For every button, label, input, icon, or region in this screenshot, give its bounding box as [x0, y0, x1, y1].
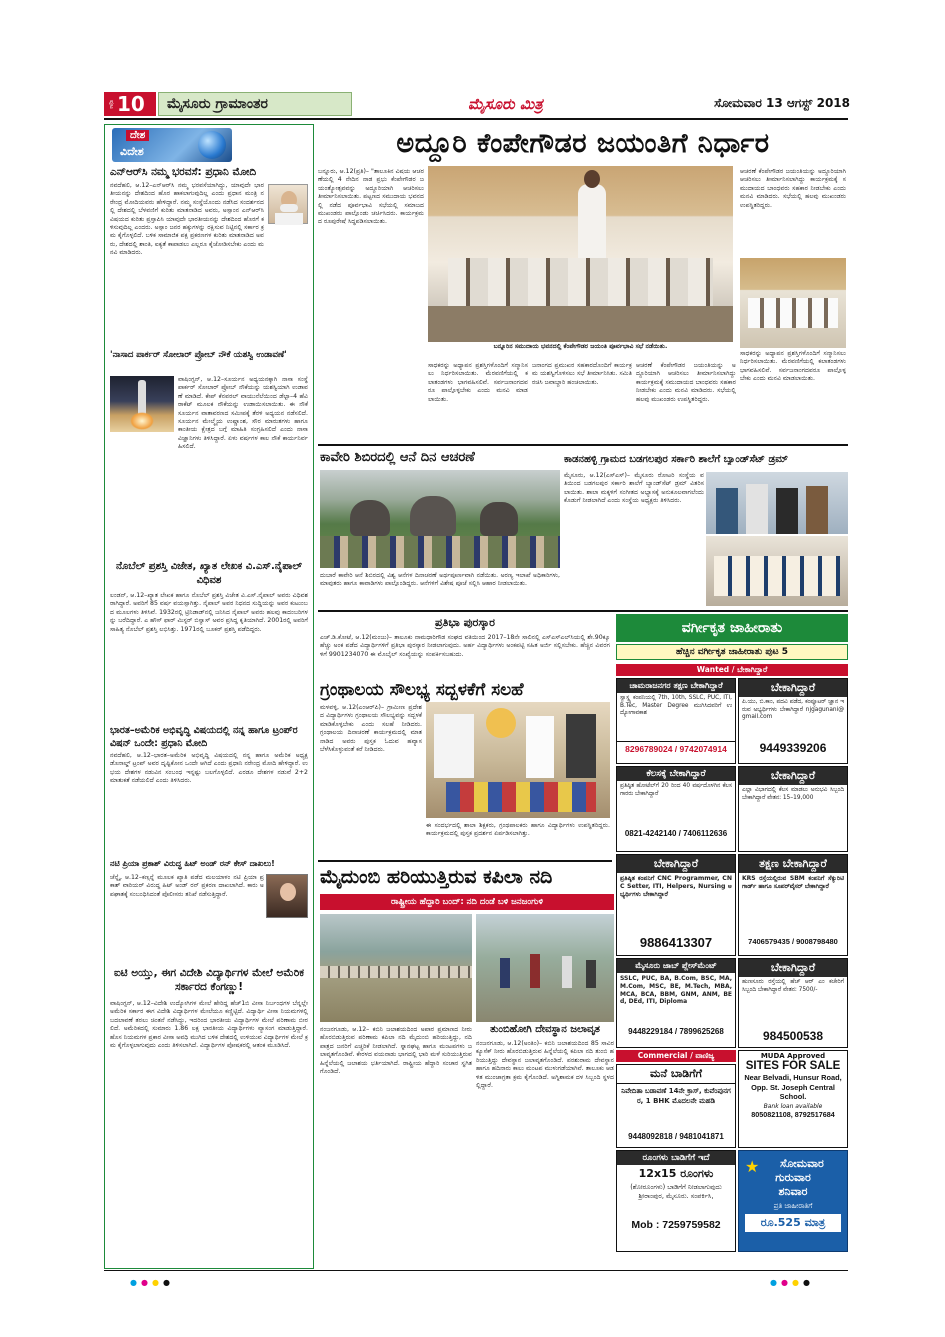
issue-date: ಸೋಮವಾರ 13 ಆಗಸ್ಟ್ 2018 — [714, 96, 850, 110]
ad8-phone[interactable]: 984500538 — [739, 1029, 847, 1043]
kaveri-body: ದುಬಾರೆ ಕಾವೇರಿ ಆನೆ ಶಿಬಿರದಲ್ಲಿ ವಿಶ್ವ ಆನೆಗಳ ದಿನಾಚರಣೆ ಅರ್ಥಪೂರ್ಣವಾಗಿ ನಡೆಯಿತು. ಅರಣ್ಯ ಇಲಾಖೆ ಅಧಿಕಾರಿಗಳು, ಮಾವುತರು ಹಾಗೂ ಕಾವಾಡಿಗಳು ಪಾಲ್ಗೊಂಡಿದ್ದರು. ಆನೆಗಳಿಗೆ ವಿಶೇಷ ಪೂಜೆ ಸಲ್ಲಿಸಿ ಆಹಾರ ನೀಡಲಾಯಿತು. — [320, 572, 560, 588]
kaveri-headline: ಕಾವೇರಿ ಶಿಬಿರದಲ್ಲಿ ಆನೆ ದಿನ ಆಚರಣೆ — [320, 450, 475, 465]
promo-day1: ಸೋಮವಾರ — [780, 1157, 824, 1170]
ad-house-rent — [616, 1064, 736, 1148]
ad2-body: ಪಿ.ಯು, ಬಿ.ಕಾಂ, ಪದವಿ ಪಡೆದ, ಕಂಪ್ಯೂಟರ್ ಜ್ಞಾನ ಇರುವ ಅಭ್ಯರ್ಥಿಗಳು ಬೇಕಾಗಿದ್ದಾರೆ njgagunani@gmail.com — [742, 699, 844, 721]
ad-job-placement — [616, 958, 736, 1048]
ad10-title: SITES FOR SALE — [745, 1060, 841, 1072]
lead-col4-bottom: ಸಾಧಕರನ್ನು ಅಧ್ಯಾಪನ ಪ್ರಶಸ್ತಿಗಳೊಂದಿಗೆ ಸನ್ಮಾನಿಸಲು ನಿರ್ಧರಿಸಲಾಯಿತು. ಮೆರವಣಿಗೆಯಲ್ಲಿ ಕಲಾತಂಡಗಳು ಭಾಗವಹಿಸಲಿವೆ. ಸರ್ವಜನಾಂಗದವರೂ ಪಾಲ್ಗೊಳ್ಳಬೇಕು ಎಂದು ಮನವಿ ಮಾಡಲಾಯಿತು. — [740, 350, 846, 383]
ad5-phone[interactable]: 9886413307 — [617, 935, 735, 950]
school-body: ಮೈಸೂರು, ಆ.12(ಎಸ್‌ಎಸ್)– ಮೈಸೂರು ರೋಟರಿ ಸಂಸ್ಥೆಯ ವತಿಯಿಂದ ಬಡಗಲಪುರ ಸರ್ಕಾರಿ ಶಾಲೆಗೆ ಬ್ಯಾಂಡ್‌ಸೆಟ್ ಡ್ರಮ್ ವಿತರಿಸಲಾಯಿತು. ಶಾಲಾ ಮಕ್ಕಳಿಗೆ ಸಂಗೀತದ ಅಭ್ಯಾಸಕ್ಕೆ ಅನುಕೂಲವಾಗಲೆಂದು ಕೊಡುಗೆ ನೀಡಲಾಗಿದೆ ಎಂದು ಸಂಸ್ಥೆಯ ಅಧ್ಯಕ್ಷರು ತಿಳಿಸಿದರು. — [564, 472, 704, 505]
pratibha-body: ಎಚ್.ಡಿ.ಕೋಟೆ, ಆ.12(ಮಂಜು)– ತಾಲೂಕು ನಾಮಧಾರಿಗೌಡ ಸಂಘದ ವತಿಯಿಂದ 2017–18ನೇ ಸಾಲಿನಲ್ಲಿ ಎಸ್‌ಎಸ್‌ಎಲ್‌ಸಿಯಲ್ಲಿ ಶೇ.90ಕ್ಕೂ ಹೆಚ್ಚು ಅಂಕ ಪಡೆದ ವಿದ್ಯಾರ್ಥಿಗಳಿಗೆ ಪ್ರತಿಭಾ ಪುರಸ್ಕಾರ ನೀಡಲಾಗುವುದು. ಅರ್ಹ ವಿದ್ಯಾರ್ಥಿಗಳು ಅಂಕಪಟ್ಟಿ ಸಹಿತ ಅರ್ಜಿ ಸಲ್ಲಿಸಬೇಕು. ಹೆಚ್ಚಿನ ವಿವರಗಳಿಗೆ 9901234070 ಈ ಮೊಬೈಲ್ ಸಂಖ್ಯೆಯನ್ನು ಸಂಪರ್ಕಿಸಬಹುದು. — [320, 634, 610, 658]
page-number: 10 — [117, 92, 145, 116]
promo-sub: ಪ್ರತಿ ಜಾಹೀರಾತಿಗೆ — [773, 1202, 813, 1210]
lead-col4: ಆಚರಣೆ ಕೆಂಪೇಗೌಡರ ಜಯಂತಿಯನ್ನು ಅದ್ದೂರಿಯಾಗಿ ಆಚರಿಸಲು ತೀರ್ಮಾನಿಸಲಾಗಿದ್ದು ಕಾರ್ಯಕ್ರಮಕ್ಕೆ ಸಮುದಾಯದ ಬಾಂಧವರು ಸಹಕಾರ ನೀಡಬೇಕು ಎಂದು ಮನವಿ ಮಾಡಿದರು. ಸಭೆಯಲ್ಲಿ ಹಲವು ಮುಖಂಡರು ಉಪಸ್ಥಿತರಿದ್ದರು. — [740, 168, 846, 209]
section-title-bar — [158, 92, 352, 116]
story4-title: ಭಾರತ–ಅಮೆರಿಕ ಅಭಿವೃದ್ಧಿ ವಿಷಯದಲ್ಲಿ ನನ್ನ ಹಾಗೂ ಟ್ರಂಪ್‌ರ ವಿಷನ್ ಒಂದೇ: ಪ್ರಧಾನಿ ಮೋದಿ — [110, 725, 298, 749]
ad6-body: KRS ರಸ್ತೆಯಲ್ಲಿರುವ SBM ಕಂಪನಿಗೆ ಸೆಕ್ಯುರಿಟಿ ಗಾರ್ಡ್ ಹಾಗೂ ಸೂಪರ್‌ವೈಸರ್ ಬೇಕಾಗಿದ್ದಾರೆ — [742, 875, 844, 890]
story2-title: 'ನಾಸಾದ ಪಾರ್ಕರ್ ಸೋಲಾರ್ ಪ್ರೋಬ್ ನೌಕೆ ಯಶಸ್ವಿ ಉಡಾವಣೆ' — [110, 350, 287, 360]
ad-cnc-programmer — [616, 854, 736, 956]
pratibha-headline: ಪ್ರತಿಭಾ ಪುರಸ್ಕಾರ — [435, 616, 495, 629]
library-event-photo — [426, 702, 610, 818]
flooded-temple-photo — [320, 914, 472, 1022]
ad1-phone[interactable]: 8296789024 / 9742074914 — [617, 741, 735, 754]
classified-subtitle-bar — [616, 644, 848, 660]
footer-rule — [104, 1270, 848, 1271]
ad10-note: Bank loan available — [763, 1102, 823, 1110]
story6-title: ಐಟಿ ಅಯ್ತು, ಈಗ ವಿದೇಶಿ ವಿದ್ಯಾರ್ಥಿಗಳ ಮೇಲೆ ಅಮೆರಿಕ ಸರ್ಕಾರದ ಕೆಂಗಣ್ಣು! — [113, 967, 305, 993]
lead-bottom-rule — [318, 444, 848, 446]
story1-title: ಎನ್‌ಆರ್‌ಸಿ ನಮ್ಮ ಭರವಸೆ: ಪ್ರಧಾನಿ ಮೋದಿ — [110, 166, 257, 178]
lead-col3: ಜನಾಂಗದ ಪ್ರಮುಖರ ಸಹಕಾರದೊಂದಿಗೆ ಕಾರ್ಯಕ್ರಮ ಯಶಸ್ವಿಗೊಳಿಸಲು ಸಭೆ ತೀರ್ಮಾನಿಸಿತು. ಸಮಿತಿ ರಚಿಸಿ ಜವಾಬ್ದಾರಿ ಹಂಚಲಾಯಿತು. — [532, 362, 632, 386]
ad2-phone[interactable]: 9449339206 — [739, 741, 847, 755]
ad4-title: ಬೇಕಾಗಿದ್ದಾರೆ — [739, 767, 847, 785]
kapila-subhead-bar — [320, 894, 614, 910]
library-bottom-rule — [318, 860, 612, 862]
ad6-phone[interactable]: 7406579435 / 9008798480 — [739, 937, 847, 946]
commercial-label: Commercial / ವಾಣಿಜ್ಯ — [637, 1051, 715, 1060]
band-donation-photo — [706, 472, 848, 534]
header-rule — [104, 118, 848, 120]
ad9-phone[interactable]: 9448092818 / 9481041871 — [617, 1132, 735, 1141]
ad4-body: ಎಲ್ಲಾ ವಿಭಾಗದಲ್ಲಿ ಕೆಲಸ ಮಾಡಲು ಅನುಭವಿ ಸಿಬ್ಬಂದಿ ಬೇಕಾಗಿದ್ದಾರೆ ವೇತನ: 15–19,000 — [742, 787, 844, 801]
lead-headline: ಅದ್ದೂರಿ ಕೆಂಪೇಗೌಡರ ಜಯಂತಿಗೆ ನಿರ್ಧಾರ — [396, 128, 770, 159]
ad1-title: ಚಾಮರಾಜನಗರ ತಕ್ಷಣ ಬೇಕಾಗಿದ್ದಾರೆ — [617, 679, 735, 693]
ad-hrm-office — [738, 958, 848, 1048]
story5-body: ಚೆನ್ನೈ, ಆ.12–ಕಣ್ಸನ್ನೆ ಮೂಲಕ ಖ್ಯಾತಿ ಪಡೆದ ಮಲಯಾಳಂ ನಟಿ ಪ್ರಿಯಾ ಪ್ರಕಾಶ್ ವಾರಿಯರ್ ವಿರುದ್ಧ ಹಿಟ್ ಅಂಡ್ ರನ್ ಪ್ರಕರಣ ದಾಖಲಾಗಿದೆ. ಕಾರು ಅಪಘಾತಕ್ಕೆ ಸಂಬಂಧಿಸಿದಂತೆ ಪೊಲೀಸರು ತನಿಖೆ ನಡೆಸುತ್ತಿದ್ದಾರೆ. — [110, 874, 264, 898]
desha-videsha-badge — [112, 128, 232, 162]
ad-hotel-staff — [616, 766, 736, 852]
rocket-launch-photo — [110, 376, 174, 432]
ad8-body: ಹುಣಸೂರು ರಸ್ತೆಯಲ್ಲಿ ಹೆಚ್ ಆರ್ ಎಂ ಕಚೇರಿಗೆ ಸಿಬ್ಬಂದಿ ಬೇಕಾಗಿದ್ದಾರೆ ವೇತನ: 7500/- — [742, 979, 844, 993]
ad6-title: ತಕ್ಷಣ ಬೇಕಾಗಿದ್ದಾರೆ — [739, 855, 847, 873]
classified-title: ವರ್ಗೀಕೃತ ಜಾಹೀರಾತು — [681, 620, 783, 636]
lead-meeting-photo — [428, 166, 733, 342]
story1-body: ನವದೆಹಲಿ, ಆ.12–ಎನ್‌ಆರ್‌ಸಿ ನಮ್ಮ ಭರವಸೆಯಾಗಿದ್ದು, ಯಾವುದೇ ಭಾರತೀಯನನ್ನು ದೇಶದಿಂದ ಹೊರ ಹಾಕಲಾಗುವುದಿಲ್ಲ ಎಂದು ಪ್ರಧಾನ ಮಂತ್ರಿ ನರೇಂದ್ರ ಮೋದಿಯವರು ಹೇಳಿದ್ದಾರೆ. ನಮ್ಮ ಸಂಸ್ಥೆಯೊಂದು ನಡೆಸಿದ ಸಂದರ್ಶನದಲ್ಲಿ ದೇಶದಲ್ಲಿ ಬೆಳವಣಿಗೆ ಕುರಿತು ಮಾತನಾಡಿದ ಅವರು, ಅಸ್ಸಾಂನ ಎನ್‌ಆರ್‌ಸಿ ವಿಷಯದ ಕುರಿತು ಪ್ರಸ್ತಾಪಿಸಿ ಯಾವುದೇ ಭಾರತೀಯನನ್ನು ದೇಶದಿಂದ ಹೊರಗೆ ಕಳಿಸುವುದಿಲ್ಲ ಎಂದರು. ಅಸ್ಸಾಂ ಜನರ ಹಕ್ಕುಗಳನ್ನು ರಕ್ಷಿಸುವ ನಿಟ್ಟಿನಲ್ಲಿ ಸರ್ಕಾರ ಕ್ರಮ ಕೈಗೊಳ್ಳಲಿದೆ. ಬಳಿಕ ಸಾಮಾಜಿಕ ಪಕ್ಷ ಪ್ರಕರಣಗಳ ಕುರಿತು ಮಾತನಾಡಿದ ಅವರು, ದೇಶದಲ್ಲಿ ಶಾಂತಿ, ಐಕ್ಯತೆ ಕಾಪಾಡಲು ಎಲ್ಲರೂ ಕೈಜೋಡಿಸಬೇಕು ಎಂದು ಮನವಿ ಮಾಡಿದರು. — [110, 182, 264, 257]
story6-body: ವಾಷಿಂಗ್ಟನ್, ಆ.12–ವಿದೇಶಿ ಉದ್ಯೋಗಿಗಳ ಮೇಲೆ ಹೇರಿದ್ದ ಹೆಚ್1ಬಿ ವೀಸಾ ನಿರ್ಬಂಧಗಳ ಬೆನ್ನಲ್ಲೇ ಅಮೆರಿಕ ಸರ್ಕಾರ ಈಗ ವಿದೇಶಿ ವಿದ್ಯಾರ್ಥಿಗಳ ಮೇಲೆಯೂ ಕಣ್ಣಿಟ್ಟಿದೆ. ವಿದ್ಯಾರ್ಥಿ ವೀಸಾ ನಿಯಮಗಳಲ್ಲಿ ಬದಲಾವಣೆ ತರಲು ಚಿಂತನೆ ನಡೆಸಿದ್ದು, ಇದರಿಂದ ಭಾರತೀಯ ವಿದ್ಯಾರ್ಥಿಗಳ ಮೇಲೆ ಪರಿಣಾಮ ಬೀರಲಿದೆ. ಅಮೆರಿಕದಲ್ಲಿ ಸುಮಾರು 1.86 ಲಕ್ಷ ಭಾರತೀಯ ವಿದ್ಯಾರ್ಥಿಗಳು ವ್ಯಾಸಂಗ ಮಾಡುತ್ತಿದ್ದಾರೆ. ಹೊಸ ನಿಯಮಗಳ ಪ್ರಕಾರ ವೀಸಾ ಅವಧಿ ಮುಗಿದ ಬಳಿಕ ದೇಶದಲ್ಲಿ ಉಳಿಯುವ ವಿದ್ಯಾರ್ಥಿಗಳ ಮೇಲೆ ಕ್ರಮ ಕೈಗೊಳ್ಳಲಾಗುವುದು ಎಂದು ತಿಳಿಸಲಾಗಿದೆ. ವಿದ್ಯಾರ್ಥಿಗಳ ಪೋಷಕರಲ್ಲಿ ಆತಂಕ ಮೂಡಿಸಿದೆ. — [110, 1000, 308, 1050]
flood-crowd-photo — [476, 914, 614, 1022]
lead-col4-top: ಆಚರಣೆ ಕೆಂಪೇಗೌಡರ ಜಯಂತಿಯನ್ನು ಅದ್ದೂರಿಯಾಗಿ ಆಚರಿಸಲು ತೀರ್ಮಾನಿಸಲಾಗಿದ್ದು ಕಾರ್ಯಕ್ರಮಕ್ಕೆ ಸಮುದಾಯದ ಬಾಂಧವರು ಸಹಕಾರ ನೀಡಬೇಕು ಎಂದು ಮನವಿ ಮಾಡಿದರು. ಸಭೆಯಲ್ಲಿ ಹಲವು ಮುಖಂಡರು ಉಪಸ್ಥಿತರಿದ್ದರು. — [636, 362, 736, 403]
globe-icon — [198, 131, 226, 159]
commercial-bar — [616, 1050, 736, 1062]
promo-day3: ಶನಿವಾರ — [778, 1185, 808, 1198]
band-students-photo — [706, 536, 848, 606]
ad7-title: ಮೈಸೂರು ಜಾಬ್ ಪ್ಲೇಸ್‌ಮೆಂಟ್ — [617, 959, 735, 973]
wanted-label: Wanted / ಬೇಕಾಗಿದ್ದಾರೆ — [696, 665, 768, 674]
badge-line1: ದೇಶ — [126, 130, 149, 141]
ad-security-guard — [738, 854, 848, 956]
promo-star-icon: ★ — [745, 1157, 760, 1176]
wanted-bar — [616, 664, 848, 676]
ad3-body: ಪ್ರತಿಷ್ಠಿತ ಹೋಟೆಲ್‌ಗೆ 20 ರಿಂದ 40 ವರ್ಷದೊಳಗಿನ ಕೆಲಸಗಾರರು ಬೇಕಾಗಿದ್ದಾರೆ — [620, 783, 732, 797]
elephant-camp-photo — [320, 470, 560, 568]
ad-wanted-4 — [738, 766, 848, 852]
kapila-headline: ಮೈದುಂಬಿ ಹರಿಯುತ್ತಿರುವ ಕಪಿಲಾ ನದಿ — [320, 866, 553, 888]
masthead-logo — [468, 92, 598, 116]
promo-day2: ಗುರುವಾರ — [775, 1171, 811, 1184]
ad10-label: MUDA Approved — [760, 1052, 826, 1060]
registration-dots-left: ●●●● — [130, 1278, 174, 1287]
ad3-phone[interactable]: 0821-4242140 / 7406112636 — [617, 829, 735, 838]
story3-body: ಲಂಡನ್, ಆ.12–ಖ್ಯಾತ ಲೇಖಕ ಹಾಗೂ ನೊಬೆಲ್ ಪ್ರಶಸ್ತಿ ವಿಜೇತ ವಿ.ಎಸ್.ನೈಪಾಲ್ ಅವರು ವಿಧಿವಶರಾಗಿದ್ದಾರೆ. ಅವರಿಗೆ 85 ವರ್ಷ ವಯಸ್ಸಾಗಿತ್ತು. ನೈಪಾಲ್ ಅವರ ನಿಧನದ ಸುದ್ದಿಯನ್ನು ಅವರ ಕುಟುಂಬದ ಮೂಲಗಳು ತಿಳಿಸಿವೆ. 1932ರಲ್ಲಿ ಟ್ರಿನಿಡಾಡ್‌ನಲ್ಲಿ ಜನಿಸಿದ ನೈಪಾಲ್ ಅವರು ಹಲವು ಕಾದಂಬರಿಗಳನ್ನು ಬರೆದಿದ್ದಾರೆ. ಎ ಹೌಸ್ ಫಾರ್ ಮಿಸ್ಟರ್ ಬಿಸ್ವಾಸ್ ಅವರ ಪ್ರಸಿದ್ಧ ಕೃತಿಯಾಗಿದೆ. 2001ರಲ್ಲಿ ಅವರಿಗೆ ಸಾಹಿತ್ಯ ನೊಬೆಲ್ ಪ್ರಶಸ್ತಿ ಲಭಿಸಿತ್ತು. 1971ರಲ್ಲಿ ಬೂಕರ್ ಪ್ರಶಸ್ತಿ ಪಡೆದಿದ್ದರು. — [110, 592, 308, 633]
library-body1: ಮಳವಳ್ಳಿ, ಆ.12(ಎಂಆರ್‌ಪಿ)– ಗ್ರಾಮೀಣ ಪ್ರದೇಶದ ವಿದ್ಯಾರ್ಥಿಗಳು ಗ್ರಂಥಾಲಯ ಸೌಲಭ್ಯವನ್ನು ಸದ್ಬಳಕೆ ಮಾಡಿಕೊಳ್ಳಬೇಕು ಎಂದು ಸಲಹೆ ನೀಡಿದರು. ಗ್ರಂಥಾಲಯ ದಿನಾಚರಣೆ ಕಾರ್ಯಕ್ರಮದಲ್ಲಿ ಮಾತನಾಡಿದ ಅವರು ಪುಸ್ತಕ ಓದುವ ಹವ್ಯಾಸ ಬೆಳೆಸಿಕೊಳ್ಳುವಂತೆ ಕರೆ ನೀಡಿದರು. — [320, 704, 422, 754]
school-bottom-rule — [318, 610, 848, 612]
registration-dots-right: ●●●● — [770, 1278, 814, 1287]
ad5-title: ಬೇಕಾಗಿದ್ದಾರೆ — [617, 855, 735, 873]
classified-title-bar — [616, 614, 848, 642]
ad11-title: ರೂಂಗಳು ಬಾಡಿಗೆಗೆ ಇದೆ — [617, 1151, 735, 1165]
story4-body: ನವದೆಹಲಿ, ಆ.12–ಭಾರತ–ಅಮೆರಿಕ ಅಭಿವೃದ್ಧಿ ವಿಷಯದಲ್ಲಿ ನನ್ನ ಹಾಗೂ ಅಮೆರಿಕ ಅಧ್ಯಕ್ಷ ಡೊನಾಲ್ಡ್ ಟ್ರಂಪ್ ಅವರ ದೃಷ್ಟಿಕೋನ ಒಂದೇ ಆಗಿದೆ ಎಂದು ಪ್ರಧಾನಿ ನರೇಂದ್ರ ಮೋದಿ ಹೇಳಿದ್ದಾರೆ. ಉಭಯ ದೇಶಗಳ ನಡುವಿನ ಸಂಬಂಧ ಇನ್ನಷ್ಟು ಬಲಗೊಳ್ಳಲಿದೆ. ಎರಡೂ ದೇಶಗಳ ನಡುವೆ 2+2 ಮಾತುಕತೆ ನಡೆಯಲಿದೆ ಎಂದು ತಿಳಿಸಿದರು. — [110, 752, 308, 785]
ad7-phone[interactable]: 9448229184 / 7899625268 — [617, 1027, 735, 1036]
paper-name: ಮೈಸೂರು ಮಿತ್ರ — [468, 95, 543, 113]
ad-rooms-rent — [616, 1150, 736, 1252]
ad-chamarajanagar — [616, 678, 736, 764]
page-label: ಪುಟ — [108, 99, 115, 109]
kapila-body3: ನಂಜನಗೂಡು, ಆ.12(ಅಂತಿಂ)– ಕಬಿನಿ ಜಲಾಶಯದಿಂದ 85 ಸಾವಿರ ಕ್ಯೂಸೆಕ್ ನೀರು ಹೊರಬಿಡುತ್ತಿರುವ ಹಿನ್ನೆಲೆಯಲ್ಲಿ ಕಪಿಲಾ ನದಿ ತುಂಬಿ ಹರಿಯುತ್ತಿದ್ದು ದೇವಸ್ಥಾನ ಜಲಾವೃತಗೊಂಡಿದೆ. ಪರಶುರಾಮ ದೇವಸ್ಥಾನ ಹಾಗೂ ಹದಿನಾರು ಕಾಲು ಮಂಟಪ ಮುಳುಗಡೆಯಾಗಿವೆ. ತಾಲೂಕು ಆಡಳಿತ ಮುಂಜಾಗ್ರತಾ ಕ್ರಮ ಕೈಗೊಂಡಿದೆ. ಅಗ್ನಿಶಾಮಕ ದಳ ಸಿಬ್ಬಂದಿ ಸ್ಥಳದಲ್ಲಿದ್ದಾರೆ. — [476, 1040, 614, 1090]
school-headline: ಕಾಡನಹಳ್ಳಿ ಗ್ರಾಮದ ಬಡಗಲಪುರ ಸರ್ಕಾರಿ ಶಾಲೆಗೆ ಬ್ಯಾಂಡ್‌ಸೆಟ್ ಡ್ರಮ್ — [564, 453, 789, 465]
lead-col2: ಸಾಧಕರನ್ನು ಅಧ್ಯಾಪನ ಪ್ರಶಸ್ತಿಗಳೊಂದಿಗೆ ಸನ್ಮಾನಿಸಲು ನಿರ್ಧರಿಸಲಾಯಿತು. ಮೆರವಣಿಗೆಯಲ್ಲಿ ಕಲಾತಂಡಗಳು ಭಾಗವಹಿಸಲಿವೆ. ಸರ್ವಜನಾಂಗದವರೂ ಪಾಲ್ಗೊಳ್ಳಬೇಕು ಎಂದು ಮನವಿ ಮಾಡಲಾಯಿತು. — [428, 362, 528, 403]
modi-photo — [268, 184, 308, 224]
kapila-side-title: ತುಂಬಿಹೋಗಿ ದೇವಸ್ಥಾನ ಜಲಾವೃತ — [490, 1024, 600, 1035]
library-body2: ಈ ಸಂದರ್ಭದಲ್ಲಿ ಶಾಲಾ ಶಿಕ್ಷಕರು, ಗ್ರಂಥಪಾಲಕರು ಹಾಗೂ ವಿದ್ಯಾರ್ಥಿಗಳು ಉಪಸ್ಥಿತರಿದ್ದರು. ಕಾರ್ಯಕ್ರಮದಲ್ಲಿ ಪುಸ್ತಕ ಪ್ರದರ್ಶನ ಏರ್ಪಡಿಸಲಾಗಿತ್ತು. — [426, 822, 610, 838]
ad8-title: ಬೇಕಾಗಿದ್ದಾರೆ — [739, 959, 847, 977]
ad5-body: ಪ್ರತಿಷ್ಠಿತ ಕಂಪನಿಗೆ CNC Programmer, CNC Setter, ITI, Helpers, Nursing ಅಭ್ಯರ್ಥಿಗಳು ಬೇಕಾಗಿದ್ದಾರೆ — [620, 875, 732, 898]
actress-photo — [266, 874, 308, 918]
section-title: ಮೈಸೂರು ಗ್ರಾಮಾಂತರ — [167, 96, 268, 112]
library-headline: ಗ್ರಂಥಾಲಯ ಸೌಲಭ್ಯ ಸದ್ಬಳಕೆಗೆ ಸಲಹೆ — [320, 680, 524, 700]
ad11-size: 12x15 ರೂಂಗಳು — [638, 1167, 714, 1180]
story5-title: ನಟಿ ಪ್ರಿಯಾ ಪ್ರಕಾಶ್ ವಿರುದ್ಧ ಹಿಟ್ ಅಂಡ್ ರನ್ ಕೇಸ್ ದಾಖಲು! — [110, 859, 275, 868]
page-number-badge — [104, 92, 156, 116]
school-headline-bar — [564, 450, 848, 468]
promo-box — [738, 1150, 848, 1252]
ad11-phone[interactable]: Mob : 7259759582 — [617, 1219, 735, 1231]
story2-body: ವಾಷಿಂಗ್ಟನ್, ಆ.12–ಸೂರ್ಯನ ಅಧ್ಯಯನಕ್ಕಾಗಿ ನಾಸಾ ಸಂಸ್ಥೆ ಪಾರ್ಕರ್ ಸೋಲಾರ್ ಪ್ರೋಬ್ ನೌಕೆಯನ್ನು ಯಶಸ್ವಿಯಾಗಿ ಉಡಾವಣೆ ಮಾಡಿದೆ. ಕೇಪ್ ಕೆನವರಲ್ ವಾಯುನೆಲೆಯಿಂದ ಡೆಲ್ಟಾ–4 ಹೆವಿ ರಾಕೆಟ್ ಮೂಲಕ ನೌಕೆಯನ್ನು ಉಡಾಯಿಸಲಾಯಿತು. ಈ ನೌಕೆ ಸೂರ್ಯನ ವಾತಾವರಣದ ಸಮೀಪಕ್ಕೆ ತೆರಳಿ ಅಧ್ಯಯನ ನಡೆಸಲಿದೆ. ಸೂರ್ಯನ ಮೇಲ್ಮೈಯ ಉಷ್ಣಾಂಶ, ಸೌರ ಮಾರುತಗಳು ಹಾಗೂ ಕಾಂತೀಯ ಕ್ಷೇತ್ರದ ಬಗ್ಗೆ ಮಾಹಿತಿ ಸಂಗ್ರಹಿಸಲಿದೆ ಎಂದು ನಾಸಾ ವಿಜ್ಞಾನಿಗಳು ತಿಳಿಸಿದ್ದಾರೆ. ಏಳು ವರ್ಷಗಳ ಕಾಲ ನೌಕೆ ಕಾರ್ಯನಿರ್ವಹಿಸಲಿದೆ. — [178, 376, 308, 451]
lead-side-photo — [740, 258, 846, 348]
ad11-body: (ಶೋರೂಂಗಳು) ಬಾಡಿಗೆಗೆ ನೀಡಲಾಗುವುದು ಶ್ರೀರಾಂಪುರ, ಮೈಸೂರು. ಸಂಪರ್ಕಿಸಿ, — [630, 1183, 722, 1200]
lead-caption: ಬನ್ನೂರಿನ ಸಮುದಾಯ ಭವನದಲ್ಲಿ ಕೆಂಪೇಗೌಡರ ಜಯಂತಿ ಪೂರ್ವಭಾವಿ ಸಭೆ ನಡೆಯಿತು. — [493, 343, 668, 350]
ad2-title: ಬೇಕಾಗಿದ್ದಾರೆ — [739, 679, 847, 697]
lead-headline-bar — [318, 124, 848, 164]
kapila-body1: ನಂಜನಗೂಡು, ಆ.12– ಕಬಿನಿ ಜಲಾಶಯದಿಂದ ಅಪಾರ ಪ್ರಮಾಣದ ನೀರು ಹೊರಬಿಡುತ್ತಿರುವ ಪರಿಣಾಮ ಕಪಿಲಾ ನದಿ ಮೈದುಂಬಿ ಹರಿಯುತ್ತಿದ್ದು, ನದಿ ಪಾತ್ರದ ಜನರಿಗೆ ಎಚ್ಚರಿಕೆ ನೀಡಲಾಗಿದೆ. ಸ್ನಾನಘಟ್ಟ ಹಾಗೂ ಮಂಟಪಗಳು ಜಲಾವೃತಗೊಂಡಿವೆ. ಕೇರಳದ ವಯನಾಡು ಭಾಗದಲ್ಲಿ ಭಾರಿ ಮಳೆ ಸುರಿಯುತ್ತಿರುವ ಹಿನ್ನೆಲೆಯಲ್ಲಿ ಜಲಾಶಯ ಭರ್ತಿಯಾಗಿದೆ. ರಾಷ್ಟ್ರೀಯ ಹೆದ್ದಾರಿ ಸಂಚಾರ ಸ್ಥಗಿತಗೊಂಡಿದೆ. — [320, 1026, 472, 1076]
ad-wanted-2 — [738, 678, 848, 764]
kapila-subhead: ರಾಷ್ಟ್ರೀಯ ಹೆದ್ದಾರಿ ಬಂದ್: ನದಿ ದಂಡೆ ಬಳಿ ಜನಜಂಗುಳಿ — [390, 897, 544, 907]
ad9-title: ಮನೆ ಬಾಡಿಗೆಗೆ — [617, 1065, 735, 1084]
ad10-phone[interactable]: 8050821108, 8792517684 — [739, 1110, 847, 1119]
classified-subtitle: ಹೆಚ್ಚಿನ ವರ್ಗೀಕೃತ ಜಾಹೀರಾತು ಪುಟ 5 — [676, 647, 788, 657]
promo-price: ರೂ.525 ಮಾತ್ರ — [745, 1214, 841, 1232]
ad7-body: SSLC, PUC, BA, B.Com, BSC, MA, M.Com, MSC, BE, M.Tech, MBA, MCA, BCA, BBM, GNM, ANM, BEd, DEd, ITI, Diploma — [620, 975, 732, 1006]
ad-sites-for-sale — [738, 1050, 848, 1148]
badge-line2: ವಿದೇಶ — [120, 145, 144, 158]
ad9-body: ನಿವೇದಿತಾ ಬಡಾವಣೆ 14ನೇ ಕ್ರಾಸ್, ಕುವೆಂಪುನಗರ, 1 BHK ಮೊದಲನೇ ಮಹಡಿ — [621, 1087, 731, 1105]
ad10-body: Near Belvadi, Hunsur Road, Opp. St. Joseph Central School. — [744, 1073, 842, 1102]
ad3-title: ಕೆಲಸಕ್ಕೆ ಬೇಕಾಗಿದ್ದಾರೆ — [617, 767, 735, 781]
ad1-body: ಸ್ವಾಸ್ಥ್ಯ ಕಂಪನಿಯಲ್ಲಿ 7th, 10th, SSLC, PUC, ITI, B.Tec, Master Degree ಮುಗಿಸಿದವರಿಗೆ ಉದ್ಯೋಗಾವಕಾಶ — [620, 695, 732, 717]
lead-col1: ಬನ್ನೂರು, ಆ.12(ಪ್ರತಿ)– "ತಾಲೂಕಿನ ವಿಷಯ ಆಚರಣೆಯಲ್ಲಿ 4 ನೇದಿನ ನಾಡ ಪ್ರಭು ಕೆಂಪೇಗೌಡರ ಜಯಂತ್ಯೋತ್ಸವವನ್ನು ಅದ್ದೂರಿಯಾಗಿ ಆಚರಿಸಲು ತೀರ್ಮಾನಿಸಲಾಯಿತು. ಪಟ್ಟಣದ ಸಮುದಾಯ ಭವನದಲ್ಲಿ ನಡೆದ ಪೂರ್ವಭಾವಿ ಸಭೆಯಲ್ಲಿ ಸಮಾಜದ ಮುಖಂಡರು ಪಾಲ್ಗೊಂಡು ಚರ್ಚಿಸಿದರು. ಕಾರ್ಯಕ್ರಮದ ರೂಪುರೇಷೆ ಸಿದ್ಧಪಡಿಸಲಾಯಿತು. — [318, 168, 424, 226]
story3-title: ನೊಬೆಲ್ ಪ್ರಶಸ್ತಿ ವಿಜೇತ, ಖ್ಯಾತ ಲೇಖಕ ವಿ.ಎಸ್.ನೈಪಾಲ್ ವಿಧಿವಶ — [115, 561, 303, 586]
